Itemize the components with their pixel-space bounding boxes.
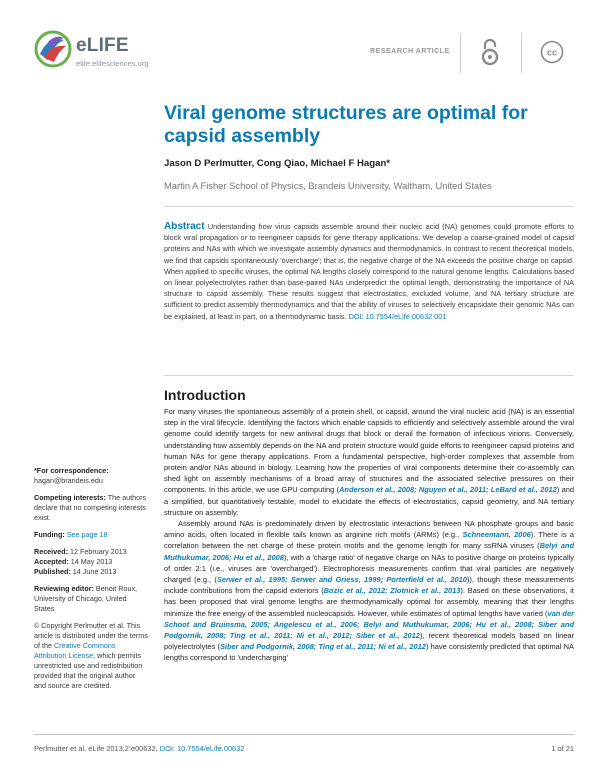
section-heading-introduction: Introduction [164,387,246,403]
accepted-value: 14 May 2013 [70,557,113,566]
citation-link[interactable]: Siber and Podgornik, 2008; Ting et al., 2011; Ni et al., 2012 [219,642,426,652]
header-divider [460,33,461,73]
published-value: 14 June 2013 [72,567,117,576]
footer-citation [34,744,244,753]
abstract-doi-link[interactable]: DOI: 10.7554/eLife.00632.001 [348,311,447,321]
competing-interests [34,493,149,523]
citation-link[interactable]: Serwer et al., 1995; Serwer and Griess, 1999; Porterfield et al., 2010 [216,575,467,585]
body-text: For many viruses the spontaneous assembly of a protein shell, or capsid, around the viral nucleic acid (NA) is an essential step in the viral lifecycle. Identifying the factors which enable capsids to efficiently and selectively assemble around the viral genome could identify targets for new antiviral drugs that block or derail the formation of infectious virions. Conversely, understanding how assembly depends on the NA and protein structure would guide efforts to reengineer capsid proteins and human NAs for gene therapy applications. From a fundamental perspective, high-order complexes that assemble from protein and/or NAs abound in biology. Learning how the properties of viral components determine their co-assembly can shed light on assembly mechanisms of a broad array of structures and the associated selective pressures on their components. In this article, we use GPU computing ( [164,407,574,495]
header-divider [521,33,522,73]
competing-interests-label: Competing interests: [34,493,106,502]
citation-link[interactable]: Anderson et al., 2008; Nguyen et al., 2011; LeBard et al., 2012 [339,485,557,495]
citation-link[interactable]: Belyi and Muthukumar, 2006; Hu et al., 2008 [164,541,574,562]
journal-name: eLIFE [76,35,129,56]
abstract-heading: Abstract [164,221,205,232]
body-text: Assembly around NAs is predominately driven by electrostatic interactions between NA phosphate groups and basic amino acids, often located in flexible tails known as arginine rich motifs (ARMs) (e.g., [164,519,574,540]
article-type: RESEARCH ARTICLE [370,46,450,55]
paragraph [164,406,574,518]
footer-doi-link[interactable]: DOI: 10.7554/eLife.00632 [159,744,245,753]
copyright-icon: © [34,621,40,630]
body-text: )), though these measurements include contributions from the capsid exteriors ( [164,575,574,596]
elife-logo[interactable] [34,30,184,78]
journal-url[interactable]: elife.elifesciences.org [76,59,149,68]
correspondence [34,466,149,486]
citation-link[interactable]: Bozic et al., 2012; Zlotnick et al., 2013 [323,586,461,596]
article-sidebar [34,466,149,698]
accepted-label: Accepted: [34,557,69,566]
introduction-body [164,406,574,664]
copyright-text: which permits unrestricted use and redistribution provided that the original author and source are credited. [34,651,143,690]
abstract-text: Understanding how virus capsids assemble around their nucleic acid (NA) genomes could promote efforts to block viral propagation or to reengineer capsids for gene therapy applications. We develop a coarse-grained model of capsid proteins and NAs with which we investigate assembly dynamics and thermodynamics. In contrast to recent theoretical models, we find that capsids spontaneously 'overcharge'; that is, the negative charge of the NA exceeds the positive charge on capsid. When applied to specific viruses, the optimal NA lengths closely correspond to the natural genome lengths. Calculations based on linear polyelectrolytes rather than base-paired NAs underpredict the optimal length, demonstrating the importance of NA structure to capsid assembly. These results suggest that electrostatics, excluded volume, and NA tertiary structure are sufficient to predict assembly thermodynamics and that the ability of viruses to selectively encapsidate their genomic NAs can be explained, at least in part, on a thermodynamic basis. [164,222,574,321]
citation-link[interactable]: van der Schoot and Bruinsma, 2005; Angelescu et al., 2006; Belyi and Muthukumar, 2006; Hu et al., 2008; Siber and Podgornik, 2008; Ting et al., 2011; Ni et al., 2012; Siber et al., 2012 [164,608,574,641]
body-text: ), recent theoretical models based on linear polyelectrolytes ( [164,631,574,652]
divider [164,375,574,376]
affiliation: Martin A Fisher School of Physics, Brandeis University, Waltham, United States [164,180,492,191]
published-label: Published: [34,567,71,576]
accepted-date [34,557,149,567]
body-text: ), with a 'charge ratio' of negative charge on NAs to positive charge on proteins typically of order 2:1 (i.e., viruses are 'overcharged'). Electrophoresis measurements confirm that viral particles are negatively charged (e.g., ( [164,552,574,585]
correspondence-email[interactable]: hagan@brandeis.edu [34,476,103,485]
funding-link[interactable]: See page 18 [66,530,108,539]
body-text: ). Based on these observations, it has been proposed that viral genome lengths are thermodynamically optimal for assembly, meaning that their lengths minimize the free energy of the assembled nucleocapsids. However, while estimates of optimal lengths have varied ( [164,586,574,618]
published-date [34,567,149,577]
svg-text:cc: cc [546,47,558,58]
license-link[interactable]: Creative Commons Attribution License, [34,641,116,660]
page-number: 1 of 21 [551,744,574,753]
copyright-text: Copyright Perlmutter et al. This article is distributed under the terms of the [34,621,148,650]
received-date [34,547,149,557]
creative-commons-icon[interactable] [540,40,564,64]
body-text: ) have consistently predicted that optimal NA lengths correspond to 'undercharging' [164,642,575,663]
competing-interests-text: The authors declare that no competing interests exist. [34,493,147,522]
received-value: 12 February 2013 [69,547,127,556]
open-access-icon[interactable] [478,37,502,67]
body-text: ). There is a correlation between the net charge of these protein motifs and the genome length for many ssRNA viruses ( [164,530,574,551]
reviewing-editor [34,584,149,614]
paragraph [164,518,574,664]
funding-label: Funding: [34,530,65,539]
funding [34,530,149,540]
dates [34,547,149,577]
body-text: ) and a simplified, but quantitatively testable, model to elucidate the effects of electrostatics, capsid geometry, and NA tertiary structure on assembly. [164,485,574,517]
reviewing-editor-label: Reviewing editor: [34,584,94,593]
article-title: Viral genome structures are optimal for capsid assembly [164,102,528,147]
reviewing-editor-value: Benoit Roux, University of Chicago, United States [34,584,138,613]
received-label: Received: [34,547,68,556]
author-list: Jason D Perlmutter, Cong Qiao, Michael F Hagan* [164,158,391,169]
correspondence-label: *For correspondence: [34,466,109,475]
citation-text: Perlmutter et al. eLife 2013;2:e00632. [34,744,158,753]
copyright [34,621,149,691]
citation-link[interactable]: Schneemann, 2006 [462,530,531,540]
footer-divider [34,734,574,735]
elife-logo-mark-icon [34,30,72,68]
abstract [164,221,574,322]
divider [164,206,574,207]
